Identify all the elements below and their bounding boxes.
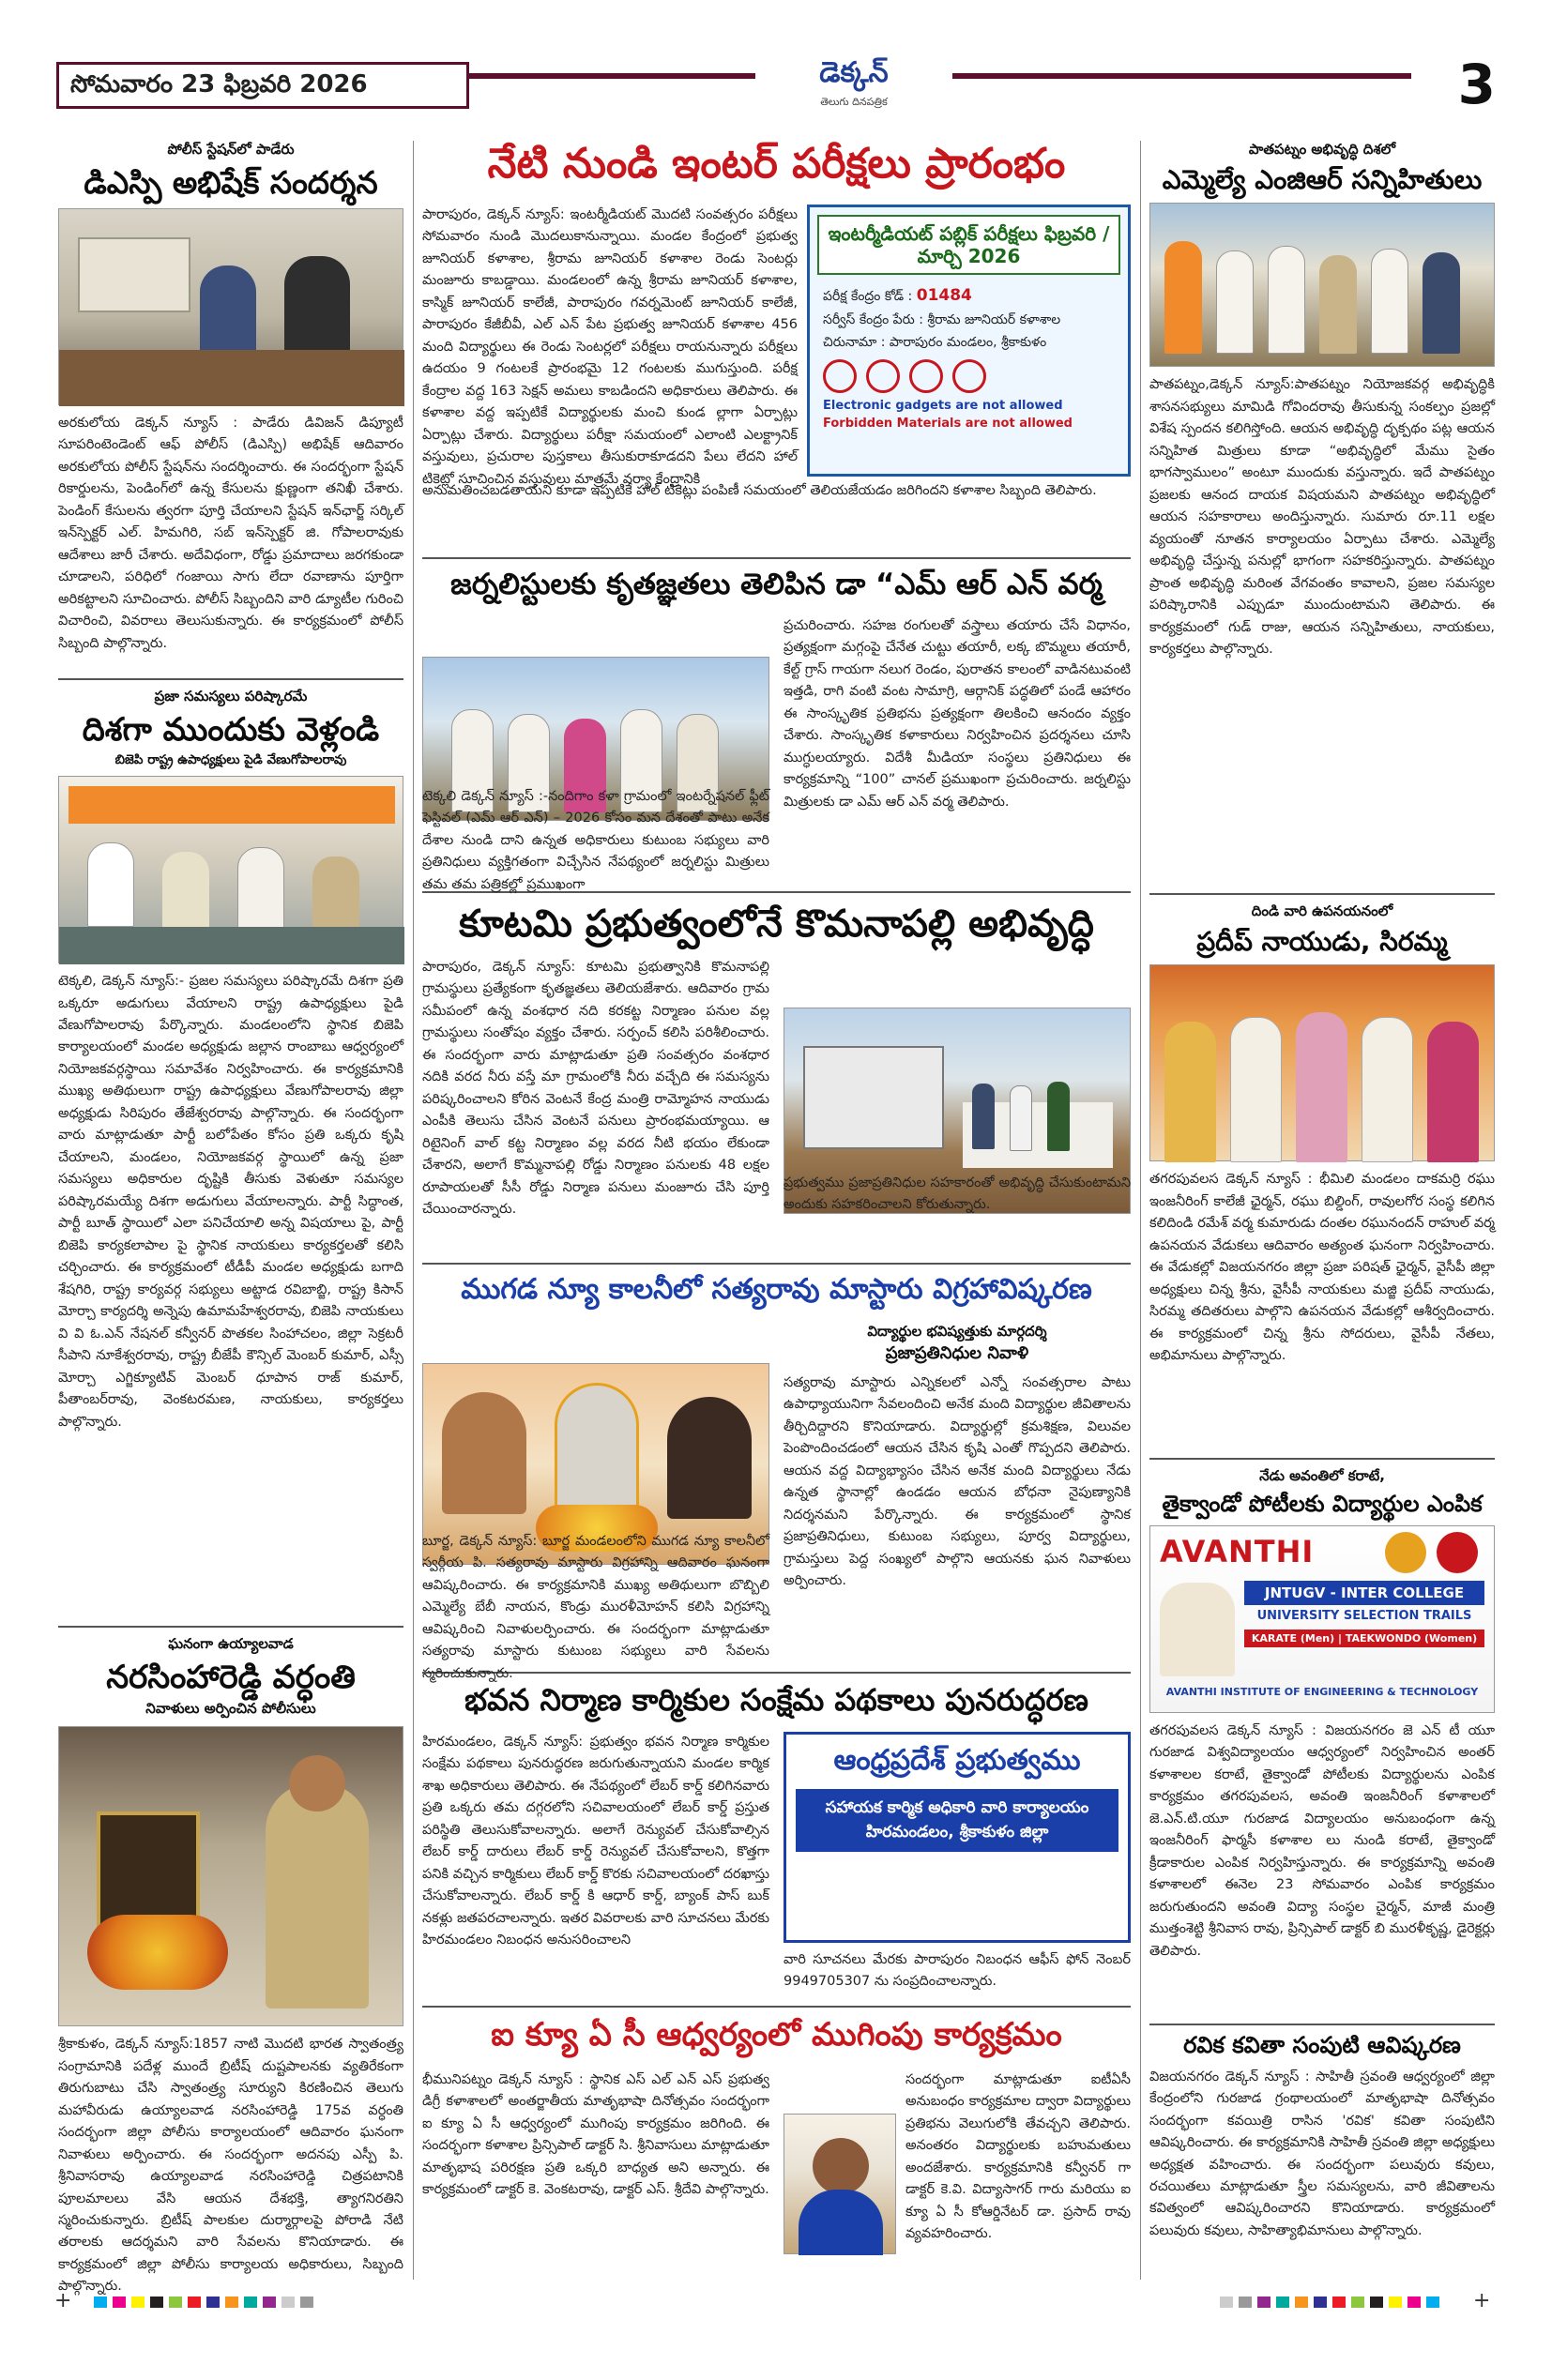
masthead <box>56 53 1496 131</box>
column-divider <box>1140 141 1141 2280</box>
story-photo <box>1149 964 1495 1161</box>
paper-name: డెక్కన్ <box>819 56 889 89</box>
page-number: 3 <box>1457 53 1496 116</box>
exam-address-label: చిరునామా : <box>823 334 886 350</box>
story-statue <box>422 1273 1131 1681</box>
story-headline: ఎమ్మెల్యే ఎంజిఆర్ సన్నిహితులు <box>1162 164 1483 195</box>
exam-note-materials: Forbidden Materials are not allowed <box>823 417 1073 432</box>
story-ravika <box>1149 2033 1495 2287</box>
story-kicker: ఘనంగా ఉయ్యాలవాడ <box>168 1635 294 1653</box>
story-body: భీమునిపట్నం డెక్కన్ న్యూస్ : స్థానిక ఎస్ ఎల్ ఎన్ ఎస్ ప్రభుత్వ డిగ్రీ కళాశాలలో అంతర్జాతీయ మాతృభాషా దినోత్సవం సందర్భంగా ఐ క్యూ ఏ సీ ఆధ్వర్యంలో ముగింపు కార్యక్రమం జరిగింది. ఈ సందర్భంగా కళాశాల ప్రిన్సిపాల్ డాక్టర్ సి. శ్రీనివాసులు మాట్లాడుతూ మాతృభాష పరిరక్షణ ప్రతి ఒక్కరి బాధ్యత అని అన్నారు. ఈ కార్యక్రమంలో డాక్టర్ కె. వెంకటరావు, డాక్టర్ ఎస్. శ్రీదేవి పాల్గొన్నారు. <box>422 2072 769 2198</box>
story-upanayanam <box>1149 902 1495 1450</box>
story-journalists <box>422 568 1131 892</box>
banner-line-office: సహాయక కార్మిక అధికారి వారి కార్యాలయం <box>825 1798 1089 1817</box>
exam-address: పారాపురం మండలం, శ్రీకాకుళం <box>889 334 1047 350</box>
banner-trails: UNIVERSITY SELECTION TRAILS <box>1256 1608 1472 1623</box>
registration-mark-right: + <box>1473 2289 1491 2312</box>
story-body: పారాపురం, డెక్కన్ న్యూస్: ఇంటర్మీడియట్ మొదటి సంవత్సరం పరీక్షలు సోమవారం నుండి మొదలుకానున్నాయి. మండల కేంద్రంలో ప్రభుత్వ జూనియర్ కళాశాల, శ్రీరామ జూనియర్ కళాశాల రెండు సెంటర్లు మంజూరు కాబడ్డాయి. మండలంలో ఉన్న శ్రీరామ జూనియర్ కళాశాల, కాస్మిక్ జూనియర్ కాలేజీ, పారాపురం గవర్నమెంట్ జూనియర్ కాలేజీ, పారాపురం కేజీబీవీ, ఎల్ ఎన్ పేట ప్రభుత్వ జూనియర్ కళాశాల 456 మంది విద్యార్థులు ఈ రెండు సెంటర్లలో పరీక్షలు రాయనున్నారు పరీక్షలు ఉదయం 9 గంటలకే ప్రారంభమై 12 గంటలకు ముగుస్తుంది. పరీక్ష కేంద్రాల వద్ద 163 సెక్షన్ అమలు కాబడిందని అధికారులు తెలిపారు. ఈ కళాశాల వద్ద ఇప్పటికే విద్యార్థులకు మంచి కుండ ల్లాగా ఏర్పాట్లు ఏర్పాట్లు చేశారు. విద్యార్థులు పరీక్షా సమయంలో ఎలాంటి ఎలక్ట్రానిక్ వస్తువులు, ప్రచురాల పుస్తకాలు తీసుకురాకూడదని పేలు లేదని హాల్ టికెట్లో సూచించిన వస్తువులు మాత్రమే వర్యా కేంద్రానికి <box>422 207 798 487</box>
story-headline: ముగడ న్యూ కాలనీలో సత్యరావు మాస్టారు విగ్రహావిష్కరణ <box>461 1273 1092 1306</box>
story-mla-friends <box>1149 141 1495 886</box>
no-calculator-icon <box>866 359 900 393</box>
banner-title: AVANTHI <box>1160 1533 1315 1569</box>
story-subheadline: ప్రజాప్రతినిధుల నివాళి <box>885 1343 1029 1363</box>
avanthi-banner <box>1149 1525 1495 1713</box>
exam-banner-icons <box>810 354 1128 399</box>
left-column <box>58 141 403 2362</box>
story-inter-exams <box>422 141 1131 553</box>
center-column <box>422 141 1131 2261</box>
banner-line-place: హిరమండలం, శ్రీకాకుళం జిల్లా <box>865 1822 1049 1842</box>
story-kicker: విద్యార్థుల భవిష్యత్తుకు మార్గదర్శి <box>867 1323 1047 1340</box>
exam-code-label: పరీక్ష కేంద్రం కోడ్ : <box>823 289 913 304</box>
banner-event: KARATE (Men) | TAEKWONDO (Women) <box>1244 1630 1484 1647</box>
story-iqac <box>422 2017 1131 2261</box>
story-divider <box>58 678 403 680</box>
story-headline: తైక్వాండో పోటీలకు విద్యార్థుల ఎంపిక <box>1162 1491 1483 1518</box>
story-photo <box>1149 203 1495 367</box>
exam-center-label: సర్వీస్ కేంద్రం పేరు : <box>823 311 923 327</box>
story-divider <box>1149 2024 1495 2025</box>
exam-note-gadgets: Electronic gadgets are not allowed <box>823 399 1063 414</box>
story-body: బూర్జ, డెక్కన్ న్యూస్: బూర్జ మండలంలోని ముగడ న్యూ కాలనీలో స్వర్గీయ పి. సత్యరావు మాస్టారు విగ్రహాన్ని ఆదివారం ఘనంగా ఆవిష్కరించారు. ఈ కార్యక్రమానికి ముఖ్య అతిథులుగా బొబ్బిలి ఎమ్మెల్యే బేబీ నాయన, కొండ్రు మురళీమోహన్ కలిసి విగ్రహాన్ని ఆవిష్కరించి నివాళులర్పించారు. ఈ సందర్భంగా మాట్లాడుతూ సత్యరావు మాస్టారు కుటుంబ సభ్యులు వారి సేవలను స్మరించుకున్నారు. <box>422 1534 769 1681</box>
story-body: హిరమండలం, డెక్కన్ న్యూస్: ప్రభుత్వం భవన నిర్మాణ కార్మికుల సంక్షేమ పథకాలు పునరుద్ధరణ జరుగుతున్నాయని మండల కార్మిక శాఖ అధికారులు తెలిపారు. ఈ నేపథ్యంలో లేబర్ కార్డ్ కలిగినవారు ప్రతి ఒక్కరు తమ దగ్గరలోని సచివాలయంలో లేబర్ కార్డ్ ప్రస్తుత పరిస్థితి తెలుసుకోవాలన్నారు. అలాగే రెన్యువల్ చేసుకోవాల్సిన లేబర్ కార్డ్ దారులు లేబర్ కార్డ్ రెన్యువల్ చేసుకోవాలని, కొత్తగా పనికి వచ్చిన కార్మికులు లేబర్ కార్డ్ కొరకు సచివాలయంలో దరఖాస్తు చేసుకోవాలన్నారు. లేబర్ కార్డ్ కి ఆధార్ కార్డ్, బ్యాంక్ పాస్ బుక్ నకళ్లు జతపరచాలన్నారు. ఇతర వివరాలకు వారి సూచనలు మేరకు హిరమండలం నిబంధన అనుసరించాలని <box>422 1735 769 1948</box>
issue-date: సోమవారం 23 ఫిబ్రవరి 2026 <box>56 62 469 109</box>
story-headline: డిఎస్పి అభిషేక్ సందర్శన <box>84 164 378 201</box>
story-photo <box>58 208 403 405</box>
story-body: అరకులోయ డెక్కన్ న్యూస్ : పాడేరు డివిజన్ డిప్యూటీ సూపరింటెండెంట్ ఆఫ్ పోలీస్ (డిఎస్పి) అభిషేక్ ఆదివారం అరకులోయ పోలీస్ స్టేషన్‌ను సందర్శించారు. ఈ సందర్భంగా స్టేషన్ రికార్డులను, పెండింగ్‌లో ఉన్న కేసులను క్షుణ్ణంగా తనిఖీ చేశారు. పెండింగ్ కేసులను త్వరగా పూర్తి చేయాలని స్టేషన్ ఇన్‌ఛార్జ్ సర్కిల్ ఇన్‌స్పెక్టర్ ఎల్. హిమగిరి, సబ్ ఇన్‌స్పెక్టర్ జి. గోపాలరావుకు ఆదేశాలు జారీ చేశారు. అదేవిధంగా, రోడ్డు ప్రమాదాలు జరగకుండా చూడాలని, పరిధిలో గంజాయి సాగు లేదా రవాణాను పూర్తిగా అరికట్టాలని సూచించారు. పోలీస్ సిబ్బందిని వారి డ్యూటీల గురించి విచారించి, వివరాలు తెలుసుకున్నారు. ఈ కార్యక్రమంలో పోలీస్ సిబ్బంది పాల్గొన్నారు. <box>58 415 403 651</box>
banner-organizer: AVANTHI INSTITUTE OF ENGINEERING & TECHNOLOGY <box>1165 1685 1479 1698</box>
story-body-continued: అనుమతించబడతాయని కూడా ఇప్పటికే హాల్ టికెట్లు పంపిణీ సమయంలో తెలియజేయడం జరిగిందని కళాశాల సిబ్బంది తెలిపారు. <box>422 483 1097 498</box>
story-kicker: నేడు అవంతిలో కరాటే, <box>1259 1467 1385 1485</box>
paper-logo <box>755 56 952 122</box>
exam-center: శ్రీరామ జూనియర్ కళాశాల <box>927 311 1061 327</box>
story-komanapalli <box>422 902 1131 1259</box>
exam-banner <box>807 205 1131 477</box>
story-headline: కూటమి ప్రభుత్వంలోనే కొమనాపల్లి అభివృద్ధి <box>459 902 1094 946</box>
story-subheadline: బిజెపి రాష్ట్ర ఉపాధ్యక్షులు పైడి వేణుగోపాలరావు <box>114 752 347 768</box>
story-headline: భవన నిర్మాణ కార్మికుల సంక్షేమ పథకాలు పునరుద్ధరణ <box>464 1682 1088 1718</box>
story-body: పాతపట్నం,డెక్కన్ న్యూస్:పాతపట్నం నియోజకవర్గ అభివృద్ధికి శాసనసభ్యులు మామిడి గోవిందరావు తీసుకున్న సంకల్పం ప్రజల్లో విశేష స్పందన కలిగిస్తోంది. ఆయన అభివృద్ధి దృక్పథం పట్ల ఆయన సన్నిహిత మిత్రులు కూడా “అభివృద్ధిలో మేము సైతం భాగస్వాములం” అంటూ ముందుకు వస్తున్నారు. ఇదే పాతపట్నం ప్రజలకు ఆనంద దాయక విషయమని పాతపట్నం అభివృద్ధిలో ఆయన సహకారాలు అందిస్తున్నారు. సుమారు రూ.11 లక్షల వ్యయంతో నూతన కార్యాలయం ఏర్పాటు చేశారు. ఎమ్మెల్యే అభివృద్ధి చేస్తున్న పనుల్లో భాగంగా సహకరిస్తున్నారు. పాతపట్నం ప్రాంత అభివృద్ధి మరింత వేగవంతం కావాలని, ప్రజల సమస్యల పరిష్కారానికి ఎప్పుడూ ముందుంటామని తెలిపారు. ఈ కార్యక్రమంలో గుడ్ రాజు, ఆయన సన్నిహితులు, నాయకులు, కార్యకర్తలు పాల్గొన్నారు. <box>1149 377 1495 657</box>
story-dsp-visit <box>58 141 403 671</box>
story-body-continued: సత్యరావు మాస్టారు ఎన్నికలలో ఎన్నో సంవత్సరాల పాటు ఉపాధ్యాయునిగా సేవలందించి అనేక మంది విద్యార్థుల జీవితాలను తీర్చిదిద్దారని కొనియాడారు. విద్యార్థుల్లో క్రమశిక్షణ, విలువల పెంపొందించడంలో ఆయన చేసిన కృషి ఎంతో గొప్పదని తెలిపారు. ఆయన వద్ద విద్యాభ్యాసం చేసిన అనేక మంది విద్యార్థులు నేడు ఉన్నత స్థానాల్లో ఉండడం ఆయన బోధనా నైపుణ్యానికి నిదర్శనమని పేర్కొన్నారు. ఈ కార్యక్రమంలో స్థానిక ప్రజాప్రతినిధులు, కుటుంబ సభ్యులు, పూర్వ విద్యార్థులు, గ్రామస్తులు పెద్ద సంఖ్యలో పాల్గొని ఆయనకు ఘన నివాళులు అర్పించారు. <box>784 1375 1131 1589</box>
banner-college: JNTUGV - INTER COLLEGE <box>1244 1581 1484 1605</box>
exam-banner-title: ఇంటర్మీడియట్ పబ్లిక్ పరీక్షలు ఫిబ్రవరి / మార్చి 2026 <box>817 215 1120 275</box>
no-book-icon <box>952 359 986 393</box>
story-divider <box>422 1672 1131 1674</box>
registration-mark-left: + <box>54 2289 72 2312</box>
college-logo-icon <box>1437 1532 1478 1573</box>
story-divider <box>1149 893 1495 895</box>
banner-title: ఆంధ్రప్రదేశ్ ప్రభుత్వము <box>833 1744 1081 1777</box>
story-headline: ప్రదీప్ నాయుడు, సిరమ్మ <box>1196 926 1448 958</box>
story-divider <box>422 1263 1131 1265</box>
story-headline: రవిక కవితా సంపుటి ఆవిష్కరణ <box>1183 2031 1461 2058</box>
right-column <box>1149 141 1495 2287</box>
story-divider <box>1149 1458 1495 1460</box>
story-body: విజయనగరం డెక్కన్ న్యూస్ : సాహితీ స్రవంతి ఆధ్వర్యంలో జిల్లా కేంద్రంలోని గురజాడ గ్రంథాలయంలో మాతృభాషా దినోత్సవం సందర్భంగా కవయిత్రి రాసిన 'రవిక' కవితా సంపుటిని ఆవిష్కరించారు. ఈ కార్యక్రమానికి సాహితీ స్రవంతి జిల్లా అధ్యక్షులు అధ్యక్షత వహించారు. ఈ సందర్భంగా పలువురు కవులు, రచయితలు మాట్లాడుతూ స్త్రీల సమస్యలను, వారి జీవితాలను కవిత్వంలో ఆవిష్కరించారని కొనియాడారు. కార్యక్రమంలో పలువురు కవులు, సాహిత్యాభిమానులు పాల్గొన్నారు. <box>1149 2069 1495 2238</box>
labour-office-banner <box>784 1732 1131 1943</box>
color-calibration-bar-right <box>1220 2297 1439 2308</box>
story-body: పారాపురం, డెక్కన్ న్యూస్: కూటమి ప్రభుత్వానికి కొమనాపల్లి గ్రామస్థులు ప్రత్యేకంగా కృతజ్ఞతలు తెలియజేశారు. ఆదివారం గ్రామ సమీపంలో ఉన్న వంశధార నది కరకట్ట నిర్మాణం పనుల వల్ల గ్రామస్థులు సంతోషం వ్యక్తం చేశారు. సర్పంచ్ కలిసి పరిశీలించారు. ఈ సందర్భంగా వారు మాట్లాడుతూ ప్రతి సంవత్సరం వంశధార నదికి వరద నీరు వస్తే మా గ్రామంలోకి నీరు వచ్చేది ఈ సమస్యను పరిష్కరించాలని కోరిన వెంటనే కేంద్ర మంత్రి రామ్మోహన నాయుడు ఎంపీకి తెలుసు చేసిన వెంటనే పనులు ప్రారంభమయ్యాయి. ఆ రిటైనింగ్ వాల్ కట్ట నిర్మాణం వల్ల వరద నీటి భయం లేకుండా చేశారని, అలాగే కొమ్మనాపల్లి రోడ్డు నిర్మాణం పనులకు 48 లక్షల రూపాయలతో సీసీ రోడ్డు నిర్మాణ పనులు మంజూరు చేసి పూర్తి చేయించారన్నారు. <box>422 960 769 1218</box>
exam-code: 01484 <box>916 286 972 305</box>
story-headline: నేటి నుండి ఇంటర్ పరీక్షలు ప్రారంభం <box>487 140 1066 188</box>
no-phone-icon <box>823 359 857 393</box>
story-kicker: పాతపట్నం అభివృద్ధి దిశలో <box>1248 141 1396 158</box>
story-body: తగరపువలస డెక్కన్ న్యూస్ : భీమిలి మండలం దాకమర్రి రఘు ఇంజనీరింగ్ కాలేజీ ఛైర్మన్, రఘు బిల్డింగ్, రావులగోర సంస్థ కలిగిన కలిదిండి రమేశ్ వర్మ కుమారుడు దంతల రఘునందన్ రాహుల్ వర్మ ఉపనయన వేడుకలు ఆదివారం అత్యంత ఘనంగా నిర్వహించారు. ఈ వేడుకల్లో విజయనగరం జిల్లా ప్రజా పరిషత్ ఛైర్మన్, వైసీపీ జిల్లా అధ్యక్షులు చిన్న శ్రీను, వైసీపీ నాయకులు మజ్జి ప్రదీప్ నాయుడు, సిరమ్మ తదితరులు పాల్గొని ఉపనయన వేడుకల్లో ఆశీర్వదించారు. ఈ కార్యక్రమంలో చిన్న శ్రీను సోదరులు, వైసీపీ నేతలు, అభిమానులు పాల్గొన్నారు. <box>1149 1172 1495 1364</box>
paper-tagline: తెలుగు దినపత్రిక <box>820 96 888 108</box>
story-headline: జర్నలిస్టులకు కృతజ్ఞతలు తెలిపిన డా “ఎమ్ ఆర్ ఎన్ వర్మ <box>450 568 1103 601</box>
story-divider <box>422 2006 1131 2008</box>
column-divider <box>413 141 414 2280</box>
story-kicker: పోలీస్ స్టేషన్‌లో పాడేరు <box>167 141 295 158</box>
story-body: శ్రీకాకుళం, డెక్కన్ న్యూస్:1857 నాటి మొదటి భారత స్వాతంత్ర్య సంగ్రామానికి పదేళ్ల ముందే బ్రిటీష్ దుష్టపాలనకు వ్యతిరేకంగా తిరుగుబాటు చేసి స్వాతంత్ర్య సూర్యుని కిరణించిన తెలుగు మహావీరుడు ఉయ్యాలవాడ నరసింహారెడ్డి 175వ వర్ధంతి సందర్భంగా జిల్లా పోలీసు కార్యాలయంలో ఆదివారం ఘనంగా నివాళులు అర్పించారు. ఈ సందర్భంగా అదనపు ఎస్పీ పి. శ్రీనివాసరావు ఉయ్యాలవాడ నరసింహారెడ్డి చిత్రపటానికి పూలమాలలు వేసి ఆయన దేశభక్తి, త్యాగనిరతిని స్మరించుకున్నారు. బ్రిటీష్ పాలకుల దుర్మార్గాలపై పోరాడి నేటి తరాలకు ఆదర్శమని వారి సేవలను కొనియాడారు. ఈ కార్యక్రమంలో జిల్లా పోలీసు కార్యాలయ అధికారులు, సిబ్బంది పాల్గొన్నారు. <box>58 2037 403 2295</box>
story-photo <box>58 776 403 963</box>
story-divider <box>422 557 1131 559</box>
story-body: తగరపువలస డెక్కన్ న్యూస్ : విజయనగరం జె ఎన్ టీ యూ గురజాడ విశ్వవిద్యాలయం ఆధ్వర్యంలో నిర్వహించిన అంతర్ కళాశాలల కరాటే, తైక్వాండో పోటీలకు విద్యార్థులను ఎంపిక కార్యక్రమం తగరపువలస, అవంతి ఇంజనీరింగ్ కళాశాలలో జె.ఎన్.టి.యూ గురజాడ విద్యాలయం అనుబంధంగా ఉన్న ఇంజనీరింగ్ ఫార్మసీ కళాశాల లు నుండి కరాటే, తైక్వాండో క్రీడాకారుల ఎంపిక నిర్వహిస్తున్నారు. ఈ కార్యక్రమాన్ని అవంతి కళాశాలలో ఈనెల 23 సోమవారం ఎంపిక కార్యక్రమం జరుగుతుందని అవంతి విద్యా సంస్థల చైర్మన్, మాజీ మంత్రి ముత్తంశెట్టి శ్రీనివాస రావు, ప్రిన్సిపాల్ డాక్టర్ బి మురళీకృష్ణ, డైరెక్టర్లు తెలిపారు. <box>1149 1722 1495 1959</box>
story-headline: దిశగా ముందుకు వెళ్లండి <box>82 710 380 749</box>
anniversary-badge-icon <box>1385 1532 1426 1573</box>
story-subheadline: నివాళులు అర్పించిన పోలీసులు <box>145 1700 316 1718</box>
story-kicker: ప్రజా సమస్యలు పరిష్కారమే <box>154 687 308 705</box>
story-avanthi-karate <box>1149 1467 1495 2016</box>
story-body-continued: ప్రభుత్వము ప్రజాప్రతినిధుల సహకారంతో అభివృద్ధి చేసుకుంటామని అందుకు సహకరించాలని కోరుతున్నారు. <box>784 1175 1131 1213</box>
story-bjp-meeting <box>58 688 403 1618</box>
story-uyyalavada <box>58 1635 403 2362</box>
story-headline: నరసింహారెడ్డి వర్ధంతి <box>106 1659 356 1697</box>
story-body-continued: వారి సూచనలు మేరకు పారాపురం నిబంధన ఆఫీస్ ఫోన్ నెంబర్ 9949705307 ను సంప్రదించాలన్నారు. <box>784 1952 1131 1990</box>
story-photo <box>784 2114 896 2254</box>
story-body: టెక్కలి డెక్కన్ న్యూస్ :-నందిగాం కళా గ్రామంలో ఇంటర్నేషనల్ ఫ్లీట్ ఫెస్టివల్ (ఎమ్ ఆర్ ఎన్) – 2026 కోసం మన దేశంతో పాటు అనేక దేశాల నుండి దాని ఉన్నత అధికారులు కుటుంబ సభ్యులు వారి ప్రతినిధులు వ్యక్తిగతంగా విచ్చేసిన నేపథ్యంలో జర్నలిస్టు మిత్రులు తమ తమ పత్రికల్లో ప్రముఖంగా <box>422 789 769 892</box>
story-body-continued: సందర్భంగా మాట్లాడుతూ ఐటీఏసీ అనుబంధం కార్యక్రమాల ద్వారా విద్యార్థులు ప్రతిభను వెలుగులోకి తేవచ్చని తెలిపారు. అనంతరం విద్యార్థులకు బహుమతులు అందజేశారు. కార్యక్రమానికి కన్వీనర్ గా డాక్టర్ కె.వి. విద్యాసాగర్ గారు మరియు ఐ క్యూ ఏ సీ కోఆర్డినేటర్ డా. ప్రసాద్ రావు వ్యవహరించారు. <box>905 2072 1131 2242</box>
karate-figure-icon <box>1160 1583 1235 1676</box>
story-body-continued: ప్రచురించారు. సహజ రంగులతో వస్త్రాలు తయారు చేసే విధానం, ప్రత్యక్షంగా మగ్గంపై చేనేత చుట్టు తయారీ, లక్క బొమ్మలు తయారీ, కేల్ట్ గ్రాస్ గాయగా నలుగ రెండం, పురాతన కాలంలో వాడినటువంటి ఇత్తడి, రాగి వంటి వంట సామాగ్రి, ఆర్గానిక్ పద్ధతిలో పండే ఆహారం ఈ సాంస్కృతిక ప్రతిభను ప్రత్యక్షంగా తిలకించి ఆనందం వ్యక్తం చేశారు. సాంస్కృతిక కళాకారులు నిర్వహించిన ప్రదర్శనలు చూసి ముగ్ధులయ్యారు. విదేశీ మీడియా సంస్థలు ప్రతినిధులు ఈ కార్యక్రమాన్ని “100” చానల్ ప్రముఖంగా ప్రచురించారు. జర్నలిస్టు మిత్రులకు డా ఎమ్ ఆర్ ఎన్ వర్మ తెలిపారు. <box>784 618 1131 810</box>
story-photo <box>58 1726 403 2026</box>
color-calibration-bar-left <box>94 2297 313 2308</box>
story-divider <box>58 1626 403 1628</box>
story-body: టెక్కలి, డెక్కన్ న్యూస్:- ప్రజల సమస్యలు పరిష్కారమే దిశగా ప్రతి ఒక్కరూ అడుగులు వేయాలని రాష్ట్ర ఉపాధ్యక్షులు పైడి వేణుగోపాలరావు పేర్కొన్నారు. మండలంలోని స్థానిక బిజెపి కార్యాలయంలో మండల అధ్యక్షుడు జల్లాన రాంబాబు ఆధ్వర్యంలో నియోజకవర్గస్థాయి సమావేశం నిర్వహించారు. ఈ కార్యక్రమానికి ముఖ్య అతిథులుగా రాష్ట్ర ఉపాధ్యక్షులు వేణుగోపాలరావు జిల్లా అధ్యక్షుడు సిరిపురం తేజేశ్వరరావు పాల్గొన్నారు. ఈ సందర్భంగా వారు మాట్లాడుతూ పార్టీ బలోపేతం కోసం ప్రతి ఒక్కరు కృషి చేయాలని, మండలం, నియోజకవర్గ స్థాయిలో ఉన్న ప్రజా సమస్యలు అధికారుల దృష్టికి తీసుకు వెళుతూ సమస్యల పరిష్కారమయ్యే దిశగా అడుగులు వేయాలన్నారు. పార్టీ సిద్ధాంత, పార్టీ బూత్ స్థాయిలో ఎలా పనిచేయాలి అన్న విషయాలు పై, పార్టీ బిజెపి కార్యకలాపాల పై స్థానిక నాయకులు కార్యకర్తలతో కలిసి చర్చించారు. ఈ కార్యక్రమంలో టీడీపీ మండల అధ్యక్షుడు బగాది శేషగిరి, రాష్ట్ర కార్యవర్గ సభ్యులు అట్టాడ రవిబాబ్జి, రాష్ట్ర కిసాన్ మోర్చా కార్యదర్శి అన్నెపు ఉమామహేశ్వరరావు, బిజెపి నాయకులు వి వి ఓ.ఎన్ నేషనల్ కన్వీనర్ పొతకల సింహాచలం, జిల్లా సెక్రటరీ సీపాని నూకేశ్వరరావు, రాష్ట్ర బీజేపీ కౌన్సిల్ మెంబర్ కుమార్, ఎస్సీ మోర్చా ఎగ్జిక్యూటివ్ మెంబర్ ధూపాన రాజ్ కుమార్, పీతాంబర్‌రావు, వెంకటరమణ, నాయకులు, కార్యకర్తలు పాల్గొన్నారు. <box>58 974 403 1430</box>
story-kicker: దిండి వారి ఉపనయనంలో <box>1251 902 1393 920</box>
no-watch-icon <box>909 359 943 393</box>
story-headline: ఐ క్యూ ఏ సీ ఆధ్వర్యంలో ముగింపు కార్యక్రమం <box>491 2016 1062 2054</box>
story-construction-workers <box>422 1683 1131 2002</box>
